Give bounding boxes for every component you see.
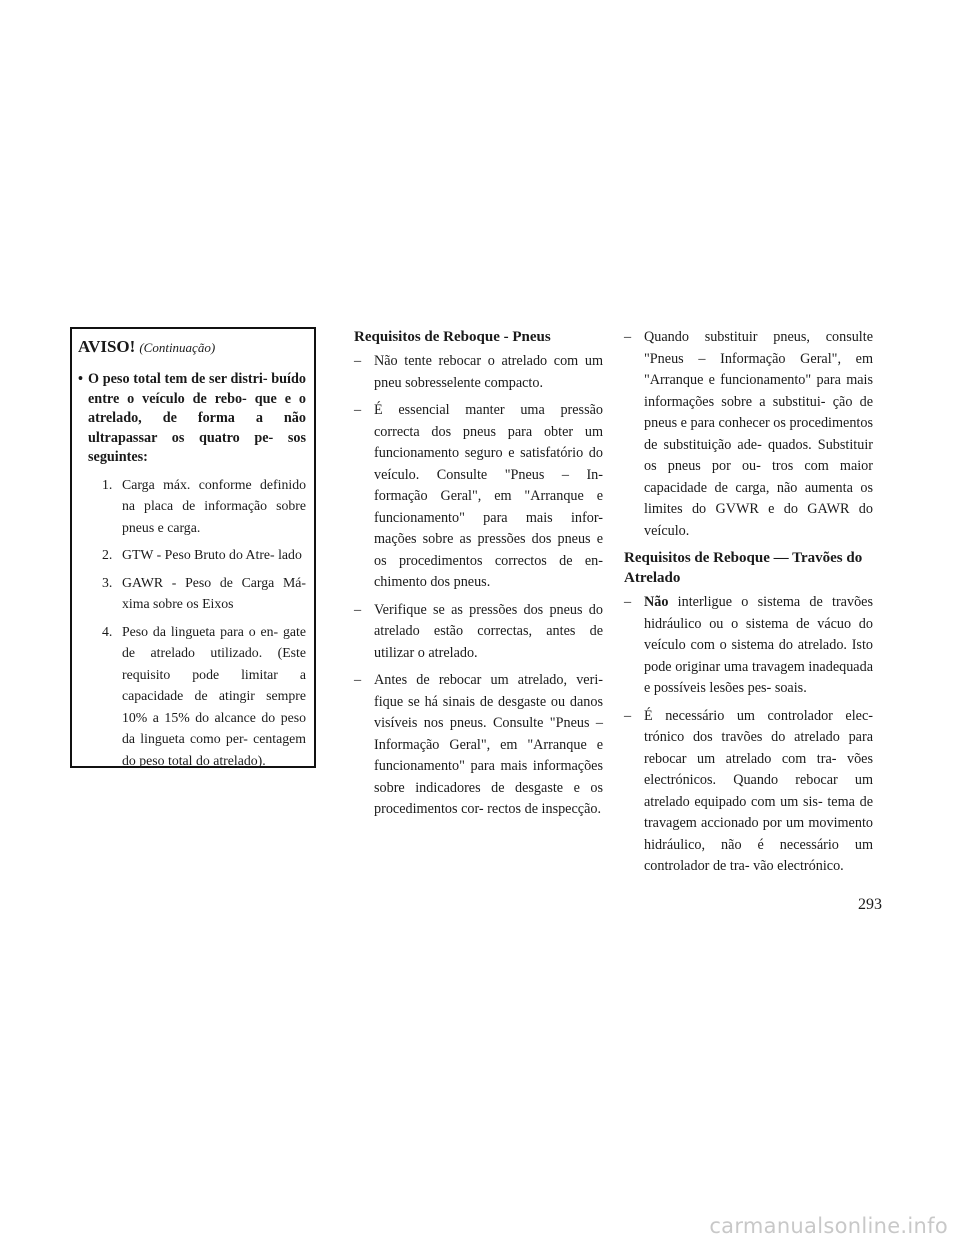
list-item-text: Carga máx. conforme definido na placa de informação sobre pneus e carga. — [122, 476, 306, 535]
warning-list-item — [78, 572, 306, 615]
warning-list-item — [78, 544, 306, 566]
list-number: 2. — [102, 547, 113, 562]
list-item-text: É necessário um controlador elec- trónico dos travões do atrelado para rebocar um atrelado com tra- vões electrónicos. Quando rebocar um atrelado equipado com um sis- tema de travagem accionado por um movimento hidráulico, não é necessário um controlador de tra- vão electrónico. — [644, 707, 873, 874]
list-item — [354, 400, 603, 594]
list-item — [624, 706, 873, 878]
right-column — [624, 327, 873, 884]
section-heading-brakes: Requisitos de Reboque — Travões do Atrelado — [624, 550, 863, 586]
list-item — [624, 592, 873, 700]
bullet-icon: • — [78, 371, 83, 387]
list-item — [354, 600, 603, 665]
page-number: 293 — [858, 896, 882, 913]
list-item-text: GTW - Peso Bruto do Atre- lado — [122, 547, 302, 562]
list-item-text: Antes de rebocar um atrelado, veri- fique se há sinais de desgaste ou danos visíveis nos pneus. Consulte "Pneus – Informação Geral", em "Arranque e funcionamento" para mais informações sobre indicadores de desgaste e os procedimentos cor- rectos de inspecção. — [374, 672, 603, 817]
list-item — [354, 670, 603, 821]
list-item-text: GAWR - Peso de Carga Má- xima sobre os Eixos — [122, 574, 306, 611]
dash-marker: – — [354, 353, 362, 369]
dash-marker: – — [354, 672, 362, 688]
middle-column — [354, 327, 603, 827]
warning-bullet-text: O peso total tem de ser distri- buído entre o veículo de rebo- que e o atrelado, de forma a não ultrapassar os quatro pe- sos seguintes: — [88, 371, 306, 465]
dash-marker: – — [624, 329, 632, 345]
dash-marker: – — [624, 594, 632, 610]
dash-marker: – — [354, 601, 362, 618]
list-number: 1. — [102, 476, 113, 492]
list-item — [354, 351, 603, 394]
warning-box — [70, 327, 316, 768]
list-item-text: Não tente rebocar o atrelado com um pneu sobresselente compacto. — [374, 353, 603, 391]
section-heading-tyres: Requisitos de Reboque - Pneus — [354, 329, 551, 345]
list-item-text: Peso da lingueta para o en- gate de atrelado utilizado. (Este requisito pode limitar a capacidade de atingir sempre 10% a 15% do alcance do peso da lingueta como per- centagem do peso total do atrelado). — [122, 623, 306, 768]
dash-marker: – — [354, 402, 362, 418]
list-number: 3. — [102, 574, 113, 590]
warning-list-item — [78, 474, 306, 539]
dash-marker: – — [624, 707, 632, 724]
warning-list-item — [78, 621, 306, 772]
watermark: carmanualsonline.info — [709, 1214, 948, 1238]
list-number: 4. — [102, 623, 113, 639]
list-item-text: Quando substituir pneus, consulte "Pneus – Informação Geral", em "Arranque e funcionamento" para mais informações sobre a substitui- ção de pneus e para conhecer os procedimentos de substituição ade- quados. Substituir os pneus por ou- tros com maior capacidade de carga, não aumenta os limites do GVWR e do GAWR do veículo. — [644, 329, 873, 539]
warning-title-text: AVISO! — [78, 337, 136, 356]
warning-bullet — [78, 370, 306, 468]
list-item-text: Verifique se as pressões dos pneus do atrelado estão correctas, antes de utilizar o atrelado. — [374, 601, 603, 661]
warning-continued: (Continuação) — [139, 340, 216, 355]
list-item-text: É essencial manter uma pressão correcta dos pneus para obter um funcionamento seguro e satisfatório do veículo. Consulte "Pneus – In- formação Geral", em "Arranque e funcionamento" para mais infor- mações sobre as pressões dos pneus e os procedimentos correctos de en- chimento dos pneus. — [374, 402, 603, 590]
warning-title — [78, 337, 306, 358]
list-item-text: interligue o sistema de travões hidráulico ou o sistema de vácuo do veículo com o sistema do atrelado. Isto pode originar uma travagem inadequada e possíveis lesões pes- soais. — [644, 594, 873, 696]
list-item — [624, 327, 873, 542]
warning-numbered-list — [78, 474, 306, 772]
list-item-lead: Não — [644, 594, 669, 610]
